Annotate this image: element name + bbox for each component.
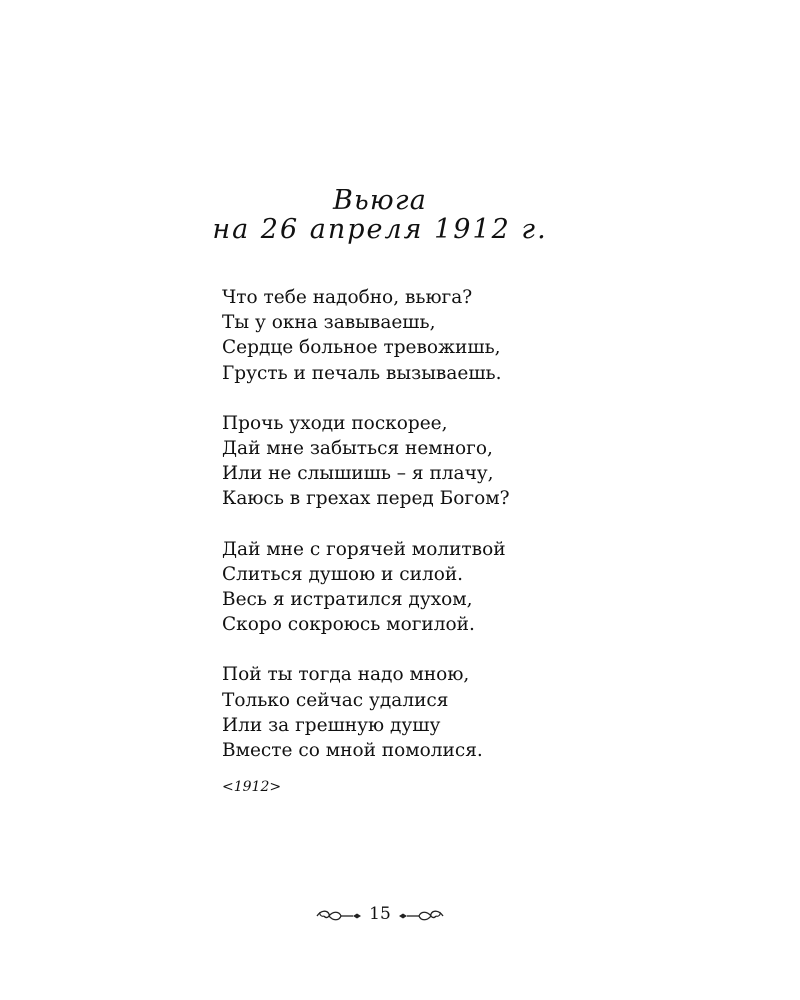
poem-line: Весь я истратился духом, xyxy=(222,589,473,611)
poem-body xyxy=(222,285,602,788)
poem-line: Что тебе надобно, вьюга? xyxy=(222,287,473,308)
poem-line: Скоро сокроюсь могилой. xyxy=(222,614,475,636)
poem-date: <1912> xyxy=(222,779,282,795)
poem-line: Или за грешную душу xyxy=(222,714,441,736)
poem-line: Или не слышишь – я плачу, xyxy=(222,463,494,485)
poem-title-main: Вьюга xyxy=(332,185,428,216)
stanza xyxy=(222,411,602,512)
poem-line: Ты у окна завываешь, xyxy=(222,312,436,334)
poem-line: Грусть и печаль вызываешь. xyxy=(222,362,502,384)
stanza xyxy=(222,537,602,638)
poem-line: Пой ты тогда надо мною, xyxy=(222,664,470,686)
stanza xyxy=(222,662,602,763)
poem-title-date: на 26 апреля 1912 г. xyxy=(212,214,548,245)
poem-title xyxy=(0,186,760,244)
page-footer xyxy=(0,900,760,927)
poem-line: Только сейчас удалися xyxy=(222,689,449,711)
poem-line: Сердце больное тревожишь, xyxy=(222,337,501,359)
poem-line: Слиться душою и силой. xyxy=(222,563,464,585)
stanza xyxy=(222,285,602,386)
page-number: 15 xyxy=(369,903,391,924)
poem-line: Прочь уходи поскорее, xyxy=(222,412,448,434)
right-vine-ornament-icon xyxy=(399,906,445,922)
left-vine-ornament-icon xyxy=(315,906,361,922)
poem-line: Дай мне с горячей молитвой xyxy=(222,538,506,560)
poem-line: Вместе со мной помолися. xyxy=(222,740,483,762)
poem-line: Дай мне забыться немного, xyxy=(222,438,493,460)
poem-line: Каюсь в грехах перед Богом? xyxy=(222,488,510,510)
